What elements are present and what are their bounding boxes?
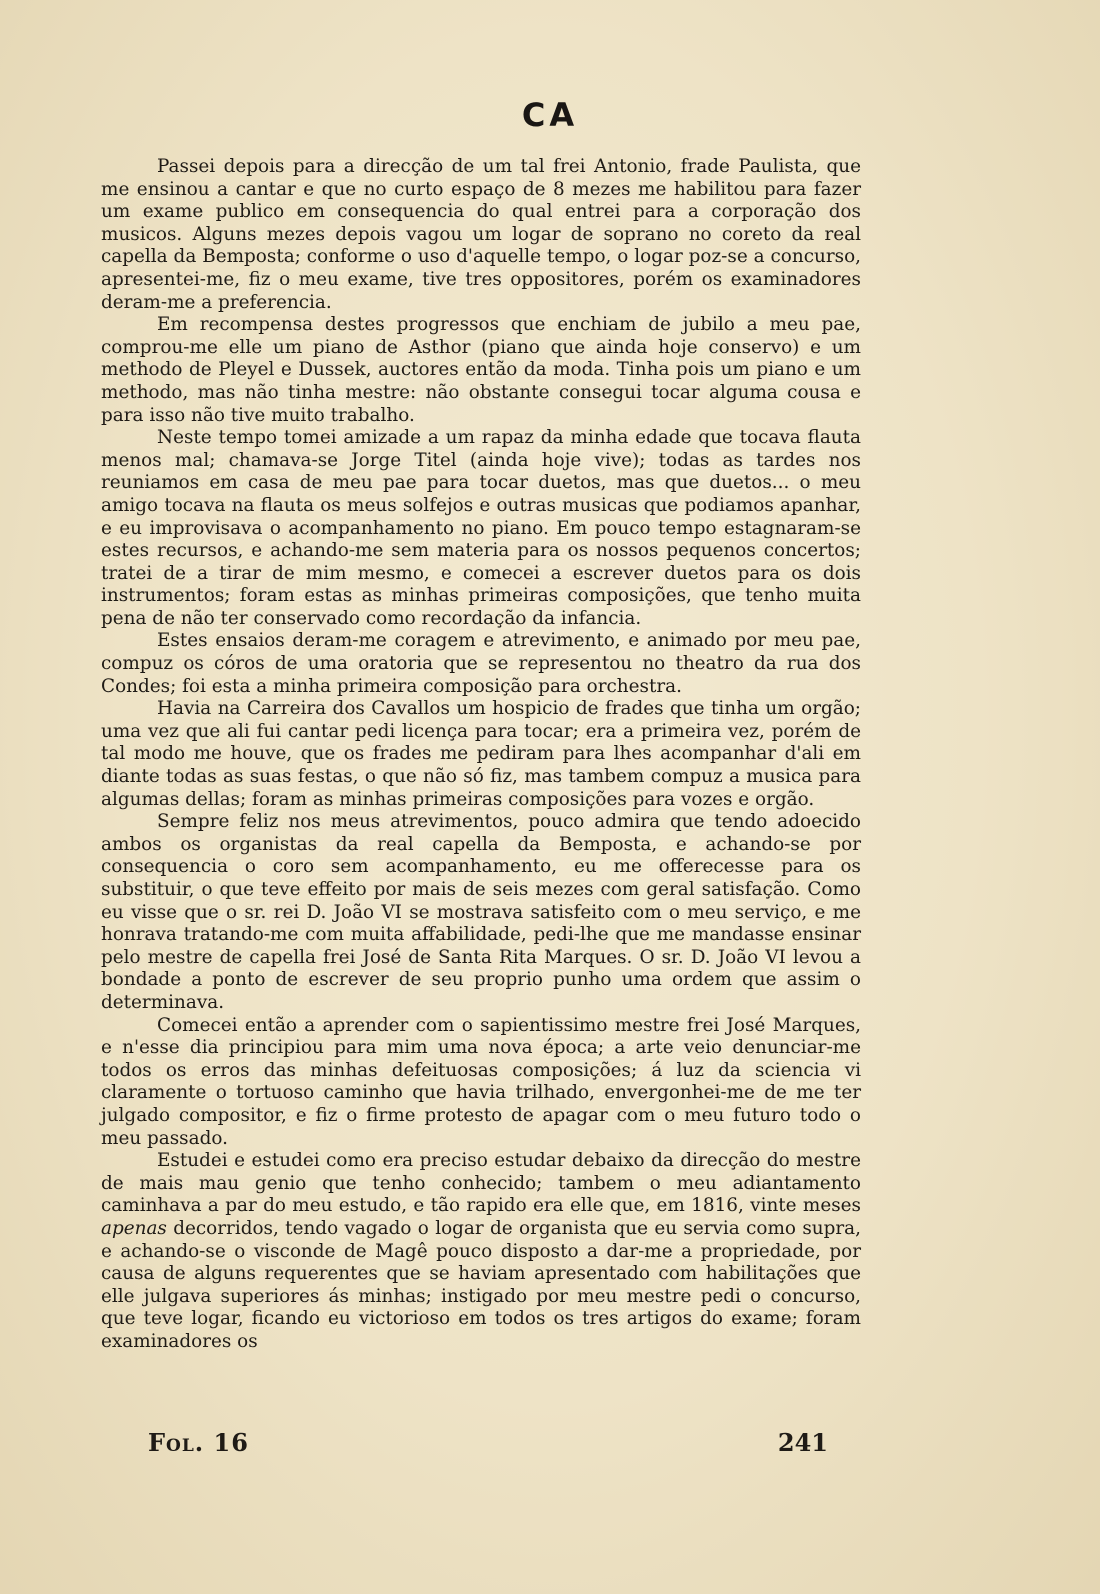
paragraph-5: Havia na Carreira dos Cavallos um hospicio de frades que tinha um orgão; uma vez que ali fui cantar pedi licença para tocar; era a primeira vez, porém de tal modo me houve, que os frades me pediram para lhes acompanhar d'ali em diante todas as suas festas, o que não só fiz, mas tambem compuz a musica para algumas dellas; foram as minhas primeiras composições para vozes e orgão. xyxy=(101,698,861,810)
folio-signature: Fol. 16 xyxy=(148,1428,249,1457)
paragraph-8 xyxy=(101,1150,861,1353)
paragraph-4: Estes ensaios deram-me coragem e atrevimento, e animado por meu pae, compuz os córos de uma oratoria que se representou no theatro da rua dos Condes; foi esta a minha primeira composição para orchestra. xyxy=(101,630,861,697)
paragraph-2: Em recompensa destes progressos que enchiam de jubilo a meu pae, comprou-me elle um piano de Asthor (piano que ainda hoje conservo) e um methodo de Pleyel e Dussek, auctores então da moda. Tinha pois um piano e um methodo, mas não tinha mestre: não obstante consegui tocar alguma cousa e para isso não tive muito trabalho. xyxy=(101,314,861,426)
running-header: CA xyxy=(521,96,579,134)
paragraph-8-end: decorridos, tendo vagado o logar de organista que eu servia como supra, e achando-se o visconde de Magê pouco disposto a dar-me a propriedade, por causa de alguns requerentes que se haviam apresentado com habilitações que elle julgava superiores ás minhas; instigado por meu mestre pedi o concurso, que teve logar, ficando eu victorioso em todos os tres artigos do exame; foram examinadores os xyxy=(101,1217,861,1352)
paragraph-3: Neste tempo tomei amizade a um rapaz da minha edade que tocava flauta menos mal; chamava-se Jorge Titel (ainda hoje vive); todas as tardes nos reuniamos em casa de meu pae para tocar duetos, mas que duetos... o meu amigo tocava na flauta os meus solfejos e outras musicas que podiamos apanhar, e eu improvisava o acompanhamento no piano. Em pouco tempo estagnaram-se estes recursos, e achando-me sem materia para os nossos pequenos concertos; tratei de a tirar de mim mesmo, e comecei a escrever duetos para os dois instrumentos; foram estas as minhas primeiras composições, que tenho muita pena de não ter conservado como recordação da infancia. xyxy=(101,427,861,629)
paragraph-6: Sempre feliz nos meus atrevimentos, pouco admira que tendo adoecido ambos os organistas da real capella da Bemposta, e achando-se por consequencia o coro sem acompanhamento, eu me offerecesse para os substituir, o que teve effeito por mais de seis mezes com geral satisfação. Como eu visse que o sr. rei D. João VI se mostrava satisfeito com o meu serviço, e me honrava tratando-me com muita affabilidade, pedi-lhe que me mandasse ensinar pelo mestre de capella frei José de Santa Rita Marques. O sr. D. João VI levou a bondade a ponto de escrever de seu proprio punho uma ordem que assim o determinava. xyxy=(101,811,861,1013)
page-footer xyxy=(148,1428,828,1457)
paragraph-7: Comecei então a aprender com o sapientissimo mestre frei José Marques, e n'esse dia principiou para mim uma nova época; a arte veio denunciar-me todos os erros das minhas defeituosas composições; á luz da sciencia vi claramente o tortuoso caminho que havia trilhado, envergonhei-me de me ter julgado compositor, e fiz o firme protesto de apagar com o meu futuro todo o meu passado. xyxy=(101,1014,861,1149)
paragraph-8-start: Estudei e estudei como era preciso estudar debaixo da direcção do mestre de mais mau genio que tenho conhecido; tambem o meu adiantamento caminhava a par do meu estudo, e tão rapido era elle que, em 1816, vinte meses xyxy=(101,1150,861,1217)
page-number: 241 xyxy=(777,1428,828,1457)
body-text xyxy=(101,156,861,1353)
paragraph-8-emphasis: apenas xyxy=(101,1217,167,1239)
paragraph-1: Passei depois para a direcção de um tal frei Antonio, frade Paulista, que me ensinou a cantar e que no curto espaço de 8 mezes me habilitou para fazer um exame publico em consequencia do qual entrei para a corporação dos musicos. Alguns mezes depois vagou um logar de soprano no coreto da real capella da Bemposta; conforme o uso d'aquelle tempo, o logar poz-se a concurso, apresentei-me, fiz o meu exame, tive tres oppositores, porém os examinadores deram-me a preferencia. xyxy=(101,156,861,313)
